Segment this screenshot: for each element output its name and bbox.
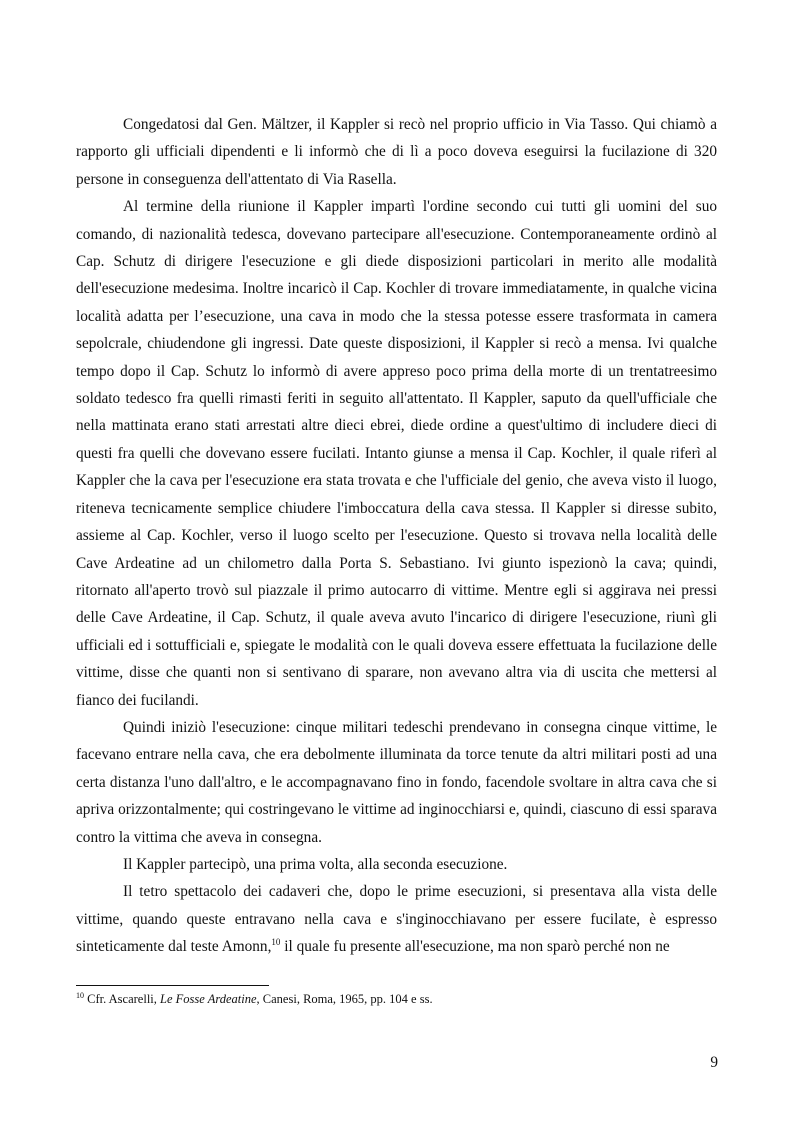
footnote-reference[interactable]: 10 xyxy=(271,937,281,948)
main-text xyxy=(76,111,717,961)
page-number: 9 xyxy=(710,1054,718,1071)
paragraph-5-text-before: Il tetro spettacolo dei cadaveri che, dopo le prime esecuzioni, si presentava alla vista delle vittime, quando queste entravano nella cava e s'inginocchiavano per essere fucilate, è espresso sinteticamente dal teste Amonn, xyxy=(76,883,717,956)
paragraph-4: Il Kappler partecipò, una prima volta, alla seconda esecuzione. xyxy=(123,855,508,873)
paragraph-3: Quindi iniziò l'esecuzione: cinque militari tedeschi prendevano in consegna cinque vittime, le facevano entrare nella cava, che era debolmente illuminata da torce tenute da altri militari posti ad una certa distanza l'uno dall'altro, e le accompagnavano fino in fondo, facendole svoltare in altra cava che si apriva orizzontalmente; qui costringevano le vittime ad inginocchiarsi e, quindi, ciascuno di essi sparava contro la vittima che aveva in consegna. xyxy=(76,718,717,846)
footnote-book-title: Le Fosse Ardeatine xyxy=(160,992,257,1006)
footnote-suffix: , Canesi, Roma, 1965, pp. 104 e ss. xyxy=(256,992,433,1006)
footnote-number: 10 xyxy=(76,991,84,1000)
footnote xyxy=(76,991,717,1007)
paragraph-5-text-after: il quale fu presente all'esecuzione, ma non sparò perché non ne xyxy=(280,938,670,956)
paragraph-5 xyxy=(76,878,717,960)
footnote-prefix: Cfr. Ascarelli, xyxy=(84,992,161,1006)
paragraph-2: Al termine della riunione il Kappler impartì l'ordine secondo cui tutti gli uomini del suo comando, di nazionalità tedesca, dovevano partecipare all'esecuzione. Contemporaneamente ordinò al Cap. Schutz di dirigere l'esecuzione e gli diede disposizioni particolari in merito alle modalità dell'esecuzione medesima. Inoltre incaricò il Cap. Kochler di trovare immediatamente, in qualche vicina località adatta per l’esecuzione, una cava in modo che la stessa potesse essere trasformata in camera sepolcrale, chiudendone gli ingressi. Date queste disposizioni, il Kappler si recò a mensa. Ivi qualche tempo dopo il Cap. Schutz lo informò di avere appreso poco prima della morte di un trentatreesimo soldato tedesco fra quelli rimasti feriti in seguito all'attentato. Il Kappler, saputo da quell'ufficiale che nella mattinata erano stati arrestati altre dieci ebrei, diede ordine a quest'ultimo di includere dieci di questi fra quelli che dovevano essere fucilati. Intanto giunse a mensa il Cap. Kochler, il quale riferì al Kappler che la cava per l'esecuzione era stata trovata e che l'ufficiale del genio, che aveva visto il luogo, riteneva tecnicamente semplice chiudere l'imboccatura della cava stessa. Il Kappler si diresse subito, assieme al Cap. Kochler, verso il luogo scelto per l'esecuzione. Questo si trovava nella località delle Cave Ardeatine ad un chilometro dalla Porta S. Sebastiano. Ivi giunto ispezionò la cava; quindi, ritornato all'aperto trovò sul piazzale il primo autocarro di vittime. Mentre egli si aggirava nei pressi delle Cave Ardeatine, il Cap. Schutz, il quale aveva avuto l'incarico di dirigere l'esecuzione, riunì gli ufficiali ed i sottufficiali e, spiegate le modalità con le quali doveva essere effettuata la fucilazione delle vittime, disse che quanti non si sentivano di sparare, non avevano altra via di uscita che mettersi al fianco dei fucilandi. xyxy=(76,198,717,709)
footnote-separator xyxy=(76,985,269,986)
paragraph-1: Congedatosi dal Gen. Mältzer, il Kappler si recò nel proprio ufficio in Via Tasso. Qui chiamò a rapporto gli ufficiali dipendenti e li informò che di lì a poco doveva eseguirsi la fucilazione di 320 persone in conseguenza dell'attentato di Via Rasella. xyxy=(76,116,717,188)
